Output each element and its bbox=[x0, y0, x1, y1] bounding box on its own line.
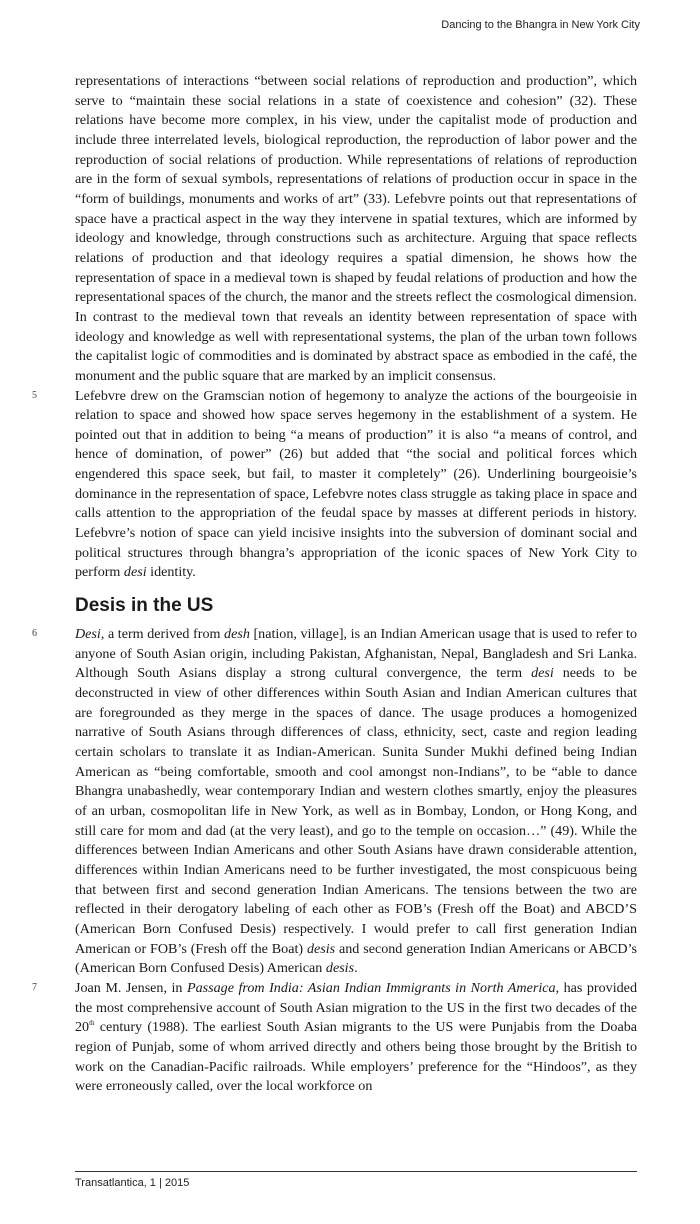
paragraph-7 bbox=[32, 979, 637, 1097]
italic-term: desis bbox=[325, 960, 355, 977]
article-body bbox=[32, 72, 637, 1097]
paragraph-text: . bbox=[354, 960, 358, 977]
paragraph-text: [nation, village], is an Indian American usage that is used to refer to anyone of South Asian origin, including Pakistan, Afghanistan, Nepal, Bangladesh and Sri Lanka. Although South Asians display a strong cultural convergence, the term bbox=[75, 626, 637, 682]
paragraph-6 bbox=[32, 625, 637, 979]
paragraph-text: Joan M. Jensen, in bbox=[75, 979, 187, 996]
paragraph-number: 6 bbox=[32, 628, 37, 640]
journal-footer: Transatlantica, 1 | 2015 bbox=[75, 1177, 190, 1189]
paragraph-text: Lefebvre drew on the Gramscian notion of hegemony to analyze the actions of the bourgeoisie in relation to space and showed how space serves hegemony in the establishment of a system. He pointed out that in addition to being “a means of production” it is also “a means of control, and hence of domination, of power” (26) but added that “the social and political forces which engendered this space seek, but fail, to master it completely” (26). Underlining bourgeoisie’s dominance in the representation of space, Lefebvre notes class struggle as taking place in space and calls attention to the appropriation of the feudal space by masses at different periods in history. Lefebvre’s notion of space can yield incisive insights into the subversion of dominant social and political structures through bhangra’s appropriation of the iconic spaces of New York City to perform bbox=[75, 387, 637, 581]
paragraph-text: identity. bbox=[146, 564, 196, 581]
italic-term: desh bbox=[224, 626, 250, 643]
section-heading: Desis in the US bbox=[75, 595, 214, 617]
ordinal-suffix: th bbox=[89, 1019, 95, 1028]
italic-term: desi bbox=[531, 665, 554, 682]
paragraph-text: , has provided the most comprehensive account of South Asian migration to the US in the first two decades of the 20 bbox=[75, 979, 637, 1036]
paragraph-text: , a term derived from bbox=[100, 626, 225, 643]
paragraph-5 bbox=[32, 387, 637, 584]
italic-term: Desi bbox=[75, 626, 101, 643]
italic-term: desi bbox=[123, 564, 147, 581]
paragraph-number: 5 bbox=[32, 389, 37, 401]
running-header: Dancing to the Bhangra in New York City bbox=[441, 19, 640, 31]
paragraph-text: and second generation Indian Americans or ABCD’s (American Born Confused Desis) American bbox=[75, 940, 637, 977]
footer-divider bbox=[75, 1171, 637, 1172]
paragraph-number: 7 bbox=[32, 981, 37, 993]
paragraph-text: century (1988). The earliest South Asian migrants to the US were Punjabis from the Doaba region of Punjab, some of whom arrived directly and others being those brought by the British to work on the Canadian-Pacific railroads. While employers’ preference for the “Hindoos”, as they were erroneously called, over the local workforce on bbox=[75, 1019, 637, 1095]
paragraph-continued: representations of interactions “between social relations of reproduction and production”, which serve to “maintain these social relations in a state of coexistence and cohesion” (32). These relations have become more complex, in his view, under the capitalist mode of production and include three interrelated levels, biological reproduction, the reproduction of labor power and the reproduction of social relations of production. While representations of relations of reproduction are in the form of sexual symbols, representations of relations of production occur in space in the “form of buildings, monuments and works of art” (33). Lefebvre points out that representations of space have a practical aspect in the way they intervene in spatial textures, which are informed by ideology and knowledge, through constructions such as architecture. Arguing that space reflects relations of production and that ideology requires a spatial dimension, he shows how the representation of space in a medieval town is shaped by feudal relations of production and how the representational spaces of the church, the manor and the streets reflect the cosmological dimension. In contrast to the medieval town that reveals an identity between representation of space with ideology and knowledge as well with representational systems, the plan of the urban town follows the capitalist logic of commodities and is dominated by abstract space as embodied in the café, the monument and the public square that are marked by an implicit consensus. bbox=[75, 73, 637, 384]
book-title: Passage from India: Asian Indian Immigrants in North America bbox=[186, 979, 556, 996]
italic-term: desis bbox=[306, 940, 336, 957]
paragraph-text: needs to be deconstructed in view of other differences within South Asian and Indian American cultures that are foregrounded as they merge in the spaces of dance. The usage produces a homogenized narrative of South Asians through differences of class, ethnicity, sect, caste and region leading certain scholars to translate it as Indian-American. Sunita Sunder Mukhi defined being Indian American as “being comfortable, smooth and cool amongst non-Indians”, to be “able to dance Bhangra unabashedly, wear contemporary Indian and western clothes smartly, enjoy the pleasures of an urban, cosmopolitan life in New York, as well as in Bombay, London, or Hong Kong, and still care for mom and dad (at the very least), and go to the temple on occasion…” (49). While the differences between Indian Americans and other South Asians have drawn considerable attention, differences within Indian Americans need to be further investigated, the most conspicuous being that between first and second generation Indian Americans. The tensions between the two are reflected in their derogatory labeling of each other as FOB’s (Fresh off the Boat) and ABCD’S (American Born Confused Desis) respectively. I would prefer to call first generation Indian American or FOB’s (Fresh off the Boat) bbox=[75, 665, 637, 957]
